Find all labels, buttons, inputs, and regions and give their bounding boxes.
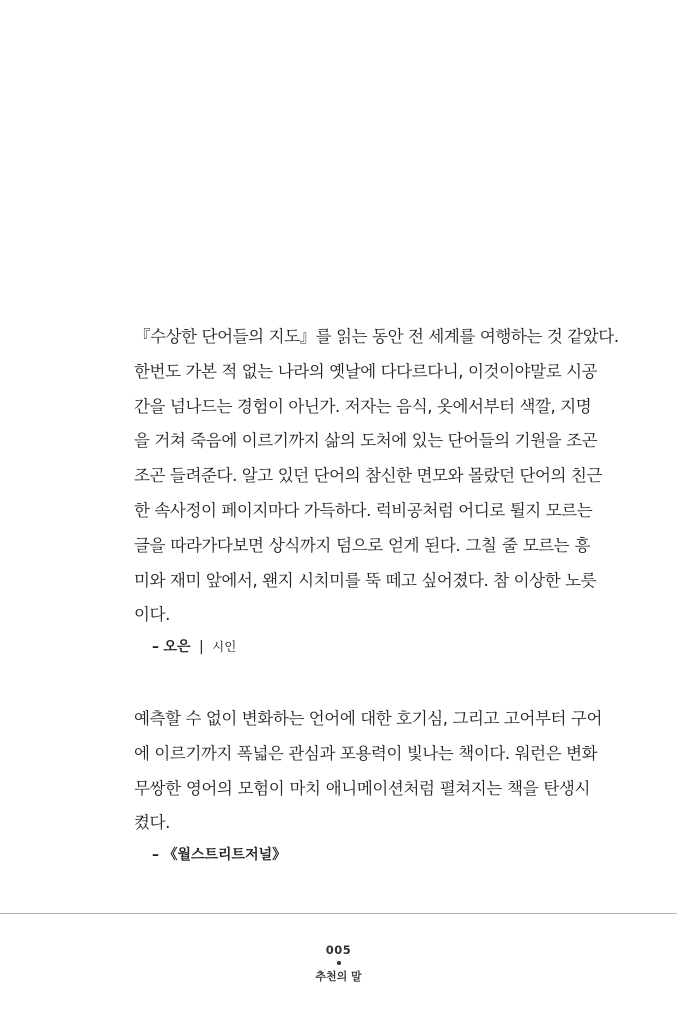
section-title: 추천의 말 (315, 970, 362, 983)
quote-2-line: 예측할 수 없이 변화하는 언어에 대한 호기심, 그리고 고어부터 구어 (134, 709, 603, 728)
recommendation-quote-2 (134, 702, 603, 865)
quote-1-line: 간을 넘나드는 경험이 아닌가. 저자는 음식, 옷에서부터 색깔, 지명 (134, 396, 592, 416)
attribution-name: 오은 (163, 639, 191, 656)
quote-1-line: 미와 재미 앞에서, 왠지 시치미를 뚝 떼고 싶어졌다. 참 이상한 노릇 (134, 570, 597, 590)
page-number: 005 (325, 943, 352, 957)
page-footer (0, 942, 677, 985)
quote-2-line: 무쌍한 영어의 모험이 마치 애니메이션처럼 펼쳐지는 책을 탄생시 (134, 778, 590, 798)
attribution-separator: | (198, 639, 204, 656)
quote-2-text (134, 702, 603, 841)
quote-1-attribution (152, 637, 590, 657)
quote-1-line: 을 거쳐 죽음에 이르기까지 삶의 도처에 있는 단어들의 기원을 조곤 (134, 431, 598, 451)
quote-1-line: 한 속사정이 페이지마다 가득하다. 럭비공처럼 어디로 튈지 모르는 (134, 500, 593, 520)
attribution-role: 시인 (212, 639, 237, 655)
quote-2-attribution (152, 845, 590, 865)
attribution-name: 《월스트리트저널》 (163, 847, 287, 864)
quote-1-line: 『수상한 단어들의 지도』를 읽는 동안 전 세계를 여행하는 것 같았다. (134, 327, 619, 346)
quote-1-text (134, 320, 619, 633)
quote-1-line: 글을 따라가다보면 상식까지 덤으로 얻게 된다. 그칠 줄 모르는 흥 (134, 535, 590, 555)
footer-divider (0, 913, 677, 914)
quote-1-line: 한번도 가본 적 없는 나라의 옛날에 다다르다니, 이것이야말로 시공 (134, 361, 598, 381)
quote-2-line: 켰다. (134, 813, 170, 833)
attribution-dash: – (152, 847, 159, 864)
recommendation-quote-1 (134, 320, 619, 657)
footer-dot-icon (337, 961, 341, 965)
quote-1-line: 조곤 들려준다. 알고 있던 단어의 참신한 면모와 몰랐던 단어의 친근 (134, 466, 603, 486)
quote-1-line: 이다. (134, 605, 170, 625)
quote-2-line: 에 이르기까지 폭넓은 관심과 포용력이 빛나는 책이다. 워런은 변화 (134, 743, 598, 763)
attribution-dash: – (152, 639, 159, 656)
